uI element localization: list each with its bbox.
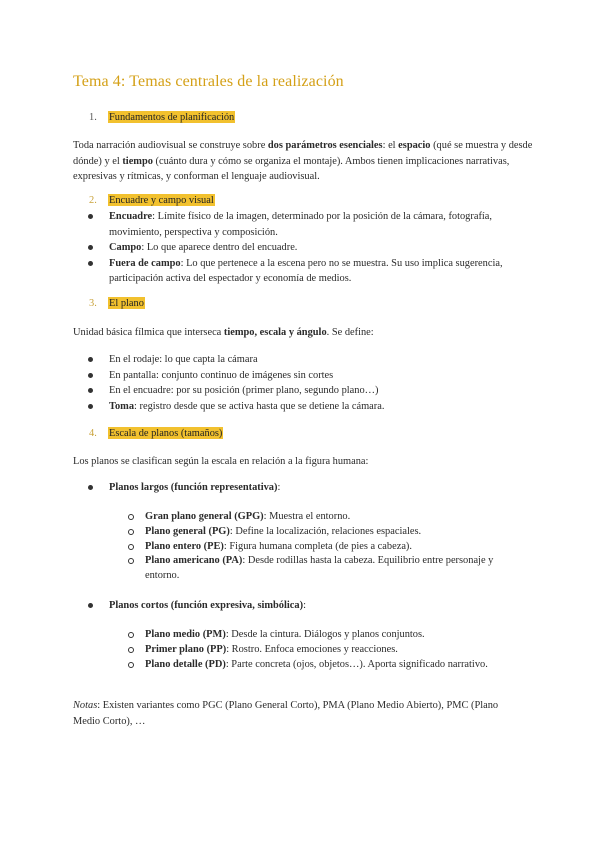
term: Fuera de campo bbox=[109, 257, 181, 269]
section-3-paragraph bbox=[73, 325, 533, 341]
section-2-list bbox=[88, 209, 528, 287]
term: Plano general (PG) bbox=[145, 525, 230, 537]
notes-text: : Existen variantes como PGC (Plano General Corto), PMA (Plano Medio Abierto), PMC (Plano Medio Corto), … bbox=[73, 700, 499, 727]
text-run: Unidad básica fílmica que interseca bbox=[73, 327, 224, 338]
circle-bullet-icon bbox=[128, 558, 134, 564]
circle-bullet-icon bbox=[128, 544, 134, 550]
notes-paragraph bbox=[73, 698, 513, 729]
text-run: (cuánto dura y cómo se organiza el montaje). Ambos tienen implicaciones narrativas, expresivas y rítmicas, y conforman el lenguaje audiovisual. bbox=[73, 155, 510, 182]
term: Toma bbox=[109, 400, 135, 412]
text-run-bold: dos parámetros esenciales bbox=[267, 140, 383, 151]
text-run: (qué se muestra y desde dónde) y el bbox=[73, 140, 533, 167]
list-item bbox=[88, 256, 528, 287]
definition: : Define la localización, relaciones espaciales. bbox=[229, 525, 422, 537]
term: Plano medio (PM) bbox=[145, 629, 226, 640]
section-number: 3. bbox=[89, 298, 97, 309]
list-item bbox=[128, 510, 528, 525]
list-item bbox=[88, 240, 528, 256]
list-text: En pantalla: conjunto continuo de imágenes sin cortes bbox=[109, 369, 334, 381]
term: Plano americano (PA) bbox=[145, 555, 243, 567]
list-text: En el rodaje: lo que capta la cámara bbox=[109, 354, 258, 365]
section-title: Encuadre y campo visual bbox=[109, 195, 214, 206]
group-label: Planos cortos (función expresiva, simbólica) bbox=[109, 600, 304, 611]
text-run-bold: tiempo bbox=[122, 155, 153, 167]
term: Gran plano general (GPG) bbox=[145, 511, 264, 522]
list-item bbox=[88, 480, 528, 496]
text-run: : bbox=[303, 600, 306, 611]
section-number: 2. bbox=[89, 195, 97, 206]
bullet-icon bbox=[88, 603, 93, 608]
definition: : Lo que aparece dentro del encuadre. bbox=[141, 242, 298, 253]
section-title: Escala de planos (tamaños) bbox=[109, 428, 223, 439]
definition: : Lo que pertenece a la escena pero no se muestra. Su uso implica sugerencia, participación activa del espectador y economía de medios. bbox=[109, 257, 503, 284]
short-shots-group bbox=[88, 598, 528, 614]
definition: : Figura humana completa (de pies a cabeza). bbox=[223, 540, 412, 552]
circle-bullet-icon bbox=[128, 662, 134, 668]
circle-bullet-icon bbox=[128, 529, 134, 535]
text-run: . Se define: bbox=[326, 327, 374, 338]
section-number: 4. bbox=[89, 428, 97, 439]
list-text: En el encuadre: por su posición (primer plano, segundo plano…) bbox=[109, 385, 379, 396]
definition: : Rostro. Enfoca emociones y reacciones. bbox=[226, 643, 398, 655]
long-shots-group bbox=[88, 480, 528, 496]
section-3-heading bbox=[89, 298, 145, 309]
section-title: Fundamentos de planificación bbox=[109, 112, 235, 123]
list-item bbox=[88, 383, 528, 399]
list-item bbox=[88, 368, 528, 384]
bullet-icon bbox=[88, 485, 93, 490]
term: Encuadre bbox=[109, 211, 153, 222]
term: Plano detalle (PD) bbox=[145, 658, 226, 670]
list-item bbox=[128, 554, 528, 584]
list-item bbox=[88, 352, 528, 368]
definition: : Límite físico de la imagen, determinado por la posición de la cámara, fotografía, movimiento, perspectiva y composición. bbox=[109, 211, 493, 238]
section-title: El plano bbox=[109, 298, 144, 309]
bullet-icon bbox=[88, 388, 93, 393]
list-item bbox=[88, 399, 528, 415]
list-item bbox=[128, 628, 528, 643]
page-title: Tema 4: Temas centrales de la realización bbox=[73, 73, 344, 90]
section-1-paragraph bbox=[73, 138, 533, 185]
bullet-icon bbox=[88, 357, 93, 362]
bullet-icon bbox=[88, 404, 93, 409]
definition: : Muestra el entorno. bbox=[263, 511, 351, 522]
section-4-intro: Los planos se clasifican según la escala en relación a la figura humana: bbox=[73, 456, 369, 467]
list-item bbox=[128, 540, 528, 555]
definition: : Desde rodillas hasta la cabeza. Equilibrio entre personaje y entorno. bbox=[145, 555, 494, 582]
term: Campo bbox=[109, 242, 142, 253]
text-run-bold: espacio bbox=[398, 140, 431, 151]
list-item bbox=[128, 643, 528, 658]
list-item bbox=[128, 658, 528, 673]
list-item bbox=[88, 209, 528, 240]
section-3-list bbox=[88, 352, 528, 414]
bullet-icon bbox=[88, 261, 93, 266]
circle-bullet-icon bbox=[128, 632, 134, 638]
definition: : Desde la cintura. Diálogos y planos conjuntos. bbox=[225, 629, 425, 640]
section-4-heading bbox=[89, 428, 223, 439]
bullet-icon bbox=[88, 373, 93, 378]
text-run: : el bbox=[382, 140, 399, 151]
definition: : Parte concreta (ojos, objetos…). Aporta significado narrativo. bbox=[225, 658, 488, 670]
text-run: Toda narración audiovisual se construye sobre bbox=[73, 140, 268, 151]
group-label: Planos largos (función representativa) bbox=[109, 482, 278, 493]
section-number: 1. bbox=[89, 112, 97, 123]
bullet-icon bbox=[88, 245, 93, 250]
list-item bbox=[88, 598, 528, 614]
section-2-heading bbox=[89, 195, 215, 206]
text-run: : bbox=[277, 482, 281, 493]
circle-bullet-icon bbox=[128, 647, 134, 653]
section-1-heading bbox=[89, 112, 235, 123]
term: Plano entero (PE) bbox=[145, 540, 224, 552]
circle-bullet-icon bbox=[128, 514, 134, 520]
text-run-bold: tiempo, escala y ángulo bbox=[223, 327, 327, 338]
term: Primer plano (PP) bbox=[145, 643, 227, 655]
notes-label: Notas bbox=[73, 700, 98, 711]
definition: : registro desde que se activa hasta que se detiene la cámara. bbox=[134, 400, 385, 412]
long-shots-list bbox=[128, 510, 528, 584]
bullet-icon bbox=[88, 214, 93, 219]
list-item bbox=[128, 525, 528, 540]
short-shots-list bbox=[128, 628, 528, 672]
